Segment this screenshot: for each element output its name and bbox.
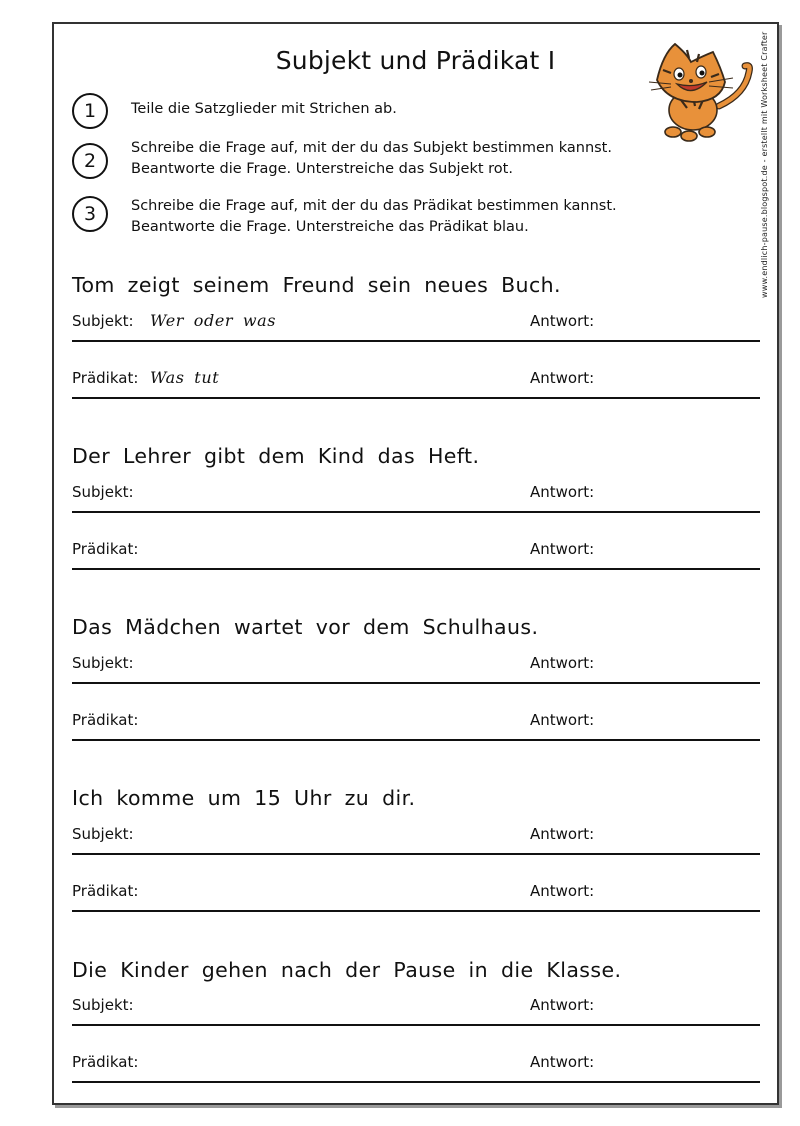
predicate-answer-line[interactable] [72, 397, 760, 399]
instruction-1 [131, 99, 651, 120]
cat-icon [641, 40, 756, 144]
step-number-1: 1 [72, 93, 108, 129]
predicate-answer-label: Antwort: [530, 369, 595, 387]
subject-label: Subjekt: [72, 825, 134, 843]
instruction-3 [131, 196, 651, 238]
subject-answer-label: Antwort: [530, 483, 595, 501]
subject-answer-label: Antwort: [530, 996, 595, 1014]
predicate-label: Prädikat: [72, 369, 139, 387]
subject-answer-label: Antwort: [530, 654, 595, 672]
step-number-2: 2 [72, 143, 108, 179]
predicate-answer-line[interactable] [72, 739, 760, 741]
instruction-line: Beantworte die Frage. Unterstreiche das Prädikat blau. [131, 219, 529, 235]
exercise-sentence: Die Kinder gehen nach der Pause in die Klasse. [72, 958, 622, 982]
predicate-answer-label: Antwort: [530, 1053, 595, 1071]
predicate-answer-line[interactable] [72, 1081, 760, 1083]
predicate-hint: Was tut [150, 368, 220, 387]
predicate-answer-line[interactable] [72, 910, 760, 912]
instruction-line: Schreibe die Frage auf, mit der du das Prädikat bestimmen kannst. [131, 198, 617, 214]
subject-answer-label: Antwort: [530, 825, 595, 843]
predicate-label: Prädikat: [72, 1053, 139, 1071]
step-number-3: 3 [72, 196, 108, 232]
exercise-sentence: Tom zeigt seinem Freund sein neues Buch. [72, 273, 561, 297]
subject-label: Subjekt: [72, 483, 134, 501]
predicate-label: Prädikat: [72, 540, 139, 558]
instruction-line: Schreibe die Frage auf, mit der du das Subjekt bestimmen kannst. [131, 140, 612, 156]
predicate-answer-line[interactable] [72, 568, 760, 570]
subject-label: Subjekt: [72, 996, 134, 1014]
predicate-label: Prädikat: [72, 711, 139, 729]
worksheet-page [52, 22, 779, 1105]
exercise-sentence: Ich komme um 15 Uhr zu dir. [72, 786, 416, 810]
subject-label: Subjekt: [72, 654, 134, 672]
subject-label: Subjekt: [72, 312, 134, 330]
side-credit: www.endlich-pause.blogspot.de - erstellt mit Worksheet Crafter [760, 31, 769, 298]
page-title: Subjekt und Prädikat I [275, 46, 556, 75]
predicate-label: Prädikat: [72, 882, 139, 900]
exercise-sentence: Der Lehrer gibt dem Kind das Heft. [72, 444, 480, 468]
subject-answer-line[interactable] [72, 340, 760, 342]
predicate-answer-label: Antwort: [530, 540, 595, 558]
instruction-2 [131, 138, 651, 180]
subject-answer-line[interactable] [72, 853, 760, 855]
exercise-sentence: Das Mädchen wartet vor dem Schulhaus. [72, 615, 539, 639]
subject-answer-line[interactable] [72, 1024, 760, 1026]
subject-hint: Wer oder was [150, 311, 277, 330]
subject-answer-label: Antwort: [530, 312, 595, 330]
predicate-answer-label: Antwort: [530, 711, 595, 729]
predicate-answer-label: Antwort: [530, 882, 595, 900]
instruction-line: Beantworte die Frage. Unterstreiche das Subjekt rot. [131, 161, 513, 177]
subject-answer-line[interactable] [72, 511, 760, 513]
subject-answer-line[interactable] [72, 682, 760, 684]
instruction-line: Teile die Satzglieder mit Strichen ab. [131, 101, 397, 117]
